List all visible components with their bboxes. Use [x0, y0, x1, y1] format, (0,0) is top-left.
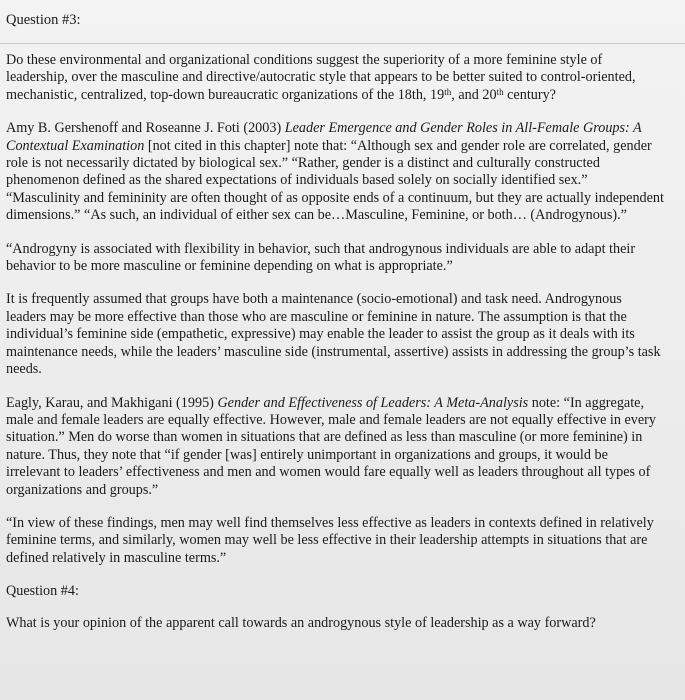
question-4-heading: Question #4: [6, 583, 79, 600]
q3-prompt-text-3: century? [503, 86, 556, 103]
question-3-heading: Question #3: [6, 12, 81, 28]
question-4-prompt: What is your opinion of the apparent call towards an androgynous style of leadership as a way forward? [6, 614, 596, 631]
q3-prompt-sup-2: th [496, 86, 504, 97]
q3-prompt-text-2: , and 20 [451, 86, 497, 103]
maintenance-task-paragraph: It is frequently assumed that groups have both a maintenance (socio-emotional) and task need. Androgynous leaders may be more effective than those who are masculine or feminine in nature. The assumption is that the individual’s feminine side (empathetic, expressive) may enable the leader to assist the group as it deals with its maintenance needs, while the leaders’ masculine side (instrumental, assertive) assists in addressing the group’s task needs. [6, 291, 661, 378]
p1-text-2: [not cited in this chapter] note that: “Although sex and gender role are correlated, gender role is not necessarily dictated by biological sex.” “Rather, gender is a distinct and culturally constructed phenomenon defined as the shared expectations of individuals based solely on socially identified sex.” “Masculinity and femininity are often thought of as opposite ends of a continuum, but they are actually independent dimensions.” “As such, an individual of either sex can be…Masculine, Feminine, or both… (Androgynous).” [6, 137, 664, 224]
p4-citation-title: Gender and Effectiveness of Leaders: A Meta-Analysis [217, 394, 529, 411]
eagly-paragraph [6, 395, 664, 499]
gershenoff-paragraph [6, 120, 664, 224]
question-3-header-band [0, 0, 685, 44]
p4-text-2: note: “In aggregate, male and female leaders are equally effective. However, male and female leaders are not equally effective in every situation.” Men do worse than women in situations that are defined as less than masculine (or more feminine) in nature. Thus, they note that “if gender [was] entirely unimportant in organizations and groups, it would be irrelevant to leaders’ effectiveness and men and women would fare equally well as leaders throughout all types of organizations and groups.” [6, 394, 657, 498]
p1-text-1: Amy B. Gershenoff and Roseanne J. Foti (2003) [6, 120, 285, 137]
p1-citation-title: Leader Emergence and Gender Roles in All-Female Groups: A Contextual Examination [6, 120, 642, 154]
androgyny-quote-paragraph: “Androgyny is associated with flexibility in behavior, such that androgynous individuals are able to adapt their behavior to be more masculine or feminine depending on what is appropriate.” [6, 240, 636, 275]
p4-text-1: Eagly, Karau, and Makhigani (1995) [6, 394, 218, 411]
q3-prompt-text-1: Do these environmental and organizational conditions suggest the superiority of a more feminine style of leadership, over the masculine and directive/autocratic style that appears to be better suited to control-oriented, mechanistic, centralized, top-down bureaucratic organizations of the 18th, 19 [6, 52, 636, 103]
document-content [6, 52, 664, 648]
question-3-prompt [6, 52, 664, 104]
q3-prompt-sup-1: th [444, 86, 452, 97]
findings-quote-paragraph: “In view of these findings, men may well find themselves less effective as leaders in contexts defined in relatively feminine terms, and similarly, women may well be less effective in their leadership attempts in situations that are defined relatively in masculine terms.” [6, 514, 654, 566]
